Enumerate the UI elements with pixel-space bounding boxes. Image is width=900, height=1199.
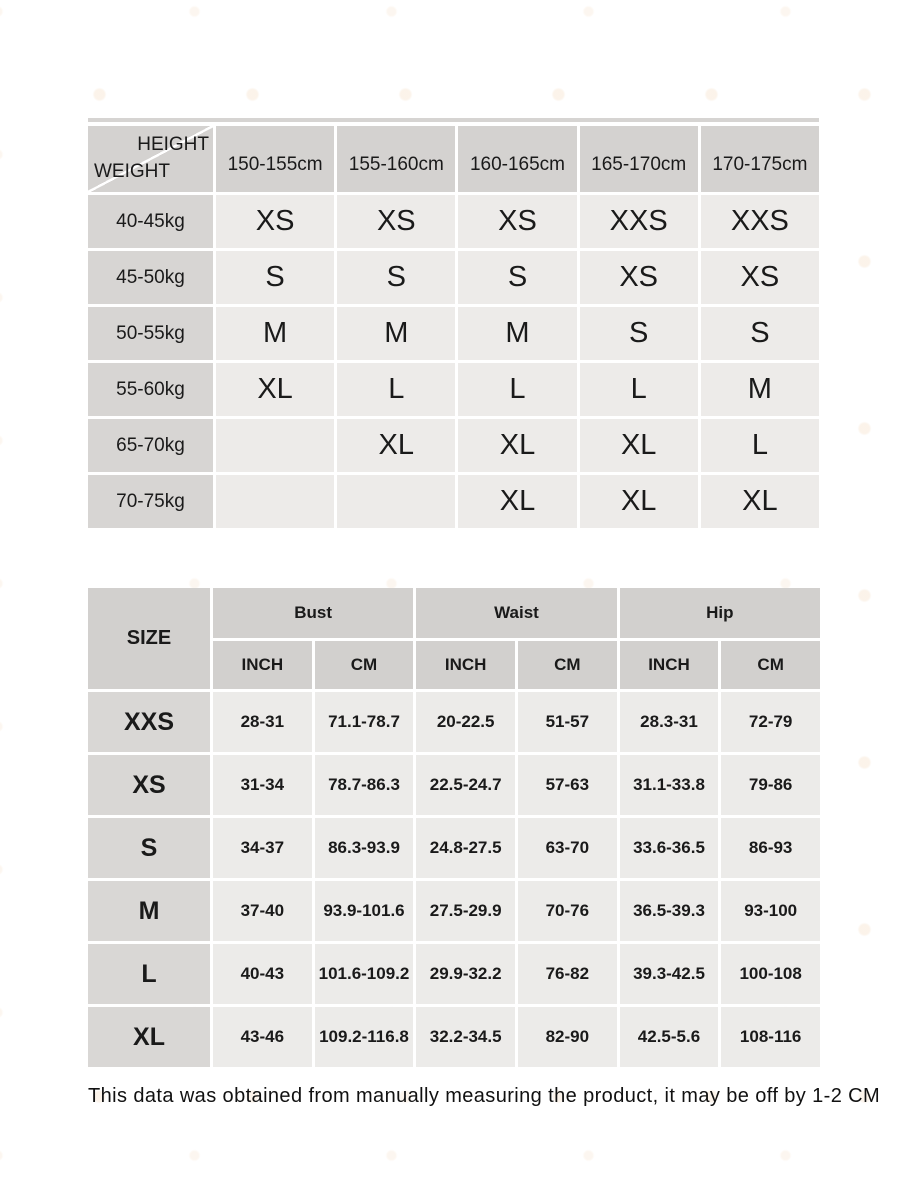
measurement-cell: 20-22.5 [416, 692, 515, 752]
measurement-cell: 82-90 [518, 1007, 617, 1067]
measurement-cell: 63-70 [518, 818, 617, 878]
size-header-cell: SIZE [88, 588, 210, 689]
size-cell: XS [580, 251, 698, 304]
size-cell-empty [216, 419, 334, 472]
measurement-cell: 29.9-32.2 [416, 944, 515, 1004]
weight-row-header: 70-75kg [88, 475, 213, 528]
measurement-cell: 76-82 [518, 944, 617, 1004]
size-row-label: L [88, 944, 210, 1004]
measurement-cell: 22.5-24.7 [416, 755, 515, 815]
weight-row-header: 45-50kg [88, 251, 213, 304]
measurement-cell: 27.5-29.9 [416, 881, 515, 941]
unit-header: INCH [213, 641, 312, 689]
measurement-cell: 101.6-109.2 [315, 944, 414, 1004]
height-column-header: 170-175cm [701, 126, 819, 192]
height-weight-table [88, 126, 819, 528]
size-cell: L [337, 363, 455, 416]
measurement-cell: 39.3-42.5 [620, 944, 719, 1004]
size-cell: S [458, 251, 576, 304]
size-cell: L [701, 419, 819, 472]
measurement-cell: 24.8-27.5 [416, 818, 515, 878]
measurement-cell: 78.7-86.3 [315, 755, 414, 815]
measurement-cell: 86-93 [721, 818, 820, 878]
measurement-cell: 108-116 [721, 1007, 820, 1067]
measurement-cell: 93-100 [721, 881, 820, 941]
size-cell-empty [216, 475, 334, 528]
size-cell: S [701, 307, 819, 360]
height-column-header: 150-155cm [216, 126, 334, 192]
size-cell: S [216, 251, 334, 304]
height-column-header: 155-160cm [337, 126, 455, 192]
corner-weight-label: WEIGHT [94, 161, 170, 182]
hip-group-header: Hip [620, 588, 820, 638]
measurement-cell: 43-46 [213, 1007, 312, 1067]
measurement-cell: 51-57 [518, 692, 617, 752]
size-cell: L [458, 363, 576, 416]
unit-header: CM [721, 641, 820, 689]
unit-header: CM [518, 641, 617, 689]
size-cell: XL [701, 475, 819, 528]
height-column-header: 165-170cm [580, 126, 698, 192]
unit-header: INCH [620, 641, 719, 689]
measurement-cell: 70-76 [518, 881, 617, 941]
size-cell: XL [337, 419, 455, 472]
size-cell: XS [458, 195, 576, 248]
height-column-header: 160-165cm [458, 126, 576, 192]
bust-group-header: Bust [213, 588, 413, 638]
measurement-cell: 33.6-36.5 [620, 818, 719, 878]
waist-group-header: Waist [416, 588, 616, 638]
size-row-label: XL [88, 1007, 210, 1067]
measurement-disclaimer: This data was obtained from manually measuring the product, it may be off by 1-2 CM [88, 1085, 881, 1107]
measurement-cell: 42.5-5.6 [620, 1007, 719, 1067]
size-cell: S [337, 251, 455, 304]
measurement-cell: 31.1-33.8 [620, 755, 719, 815]
size-row-label: S [88, 818, 210, 878]
size-cell: XL [216, 363, 334, 416]
measurement-cell: 86.3-93.9 [315, 818, 414, 878]
measurement-cell: 100-108 [721, 944, 820, 1004]
unit-header: CM [315, 641, 414, 689]
weight-row-header: 40-45kg [88, 195, 213, 248]
height-weight-corner-cell [88, 126, 213, 192]
weight-row-header: 50-55kg [88, 307, 213, 360]
measurement-cell: 34-37 [213, 818, 312, 878]
unit-header: INCH [416, 641, 515, 689]
size-cell: M [337, 307, 455, 360]
measurement-cell: 32.2-34.5 [416, 1007, 515, 1067]
size-cell: XL [580, 475, 698, 528]
size-cell: XS [337, 195, 455, 248]
size-cell: M [701, 363, 819, 416]
size-cell: XL [458, 419, 576, 472]
corner-height-label: HEIGHT [137, 134, 209, 155]
size-cell: XS [701, 251, 819, 304]
size-cell: XL [458, 475, 576, 528]
measurement-cell: 72-79 [721, 692, 820, 752]
table-top-border [88, 118, 819, 122]
measurement-cell: 37-40 [213, 881, 312, 941]
size-row-label: M [88, 881, 210, 941]
size-row-label: XS [88, 755, 210, 815]
size-cell: M [458, 307, 576, 360]
measurement-cell: 36.5-39.3 [620, 881, 719, 941]
measurement-cell: 57-63 [518, 755, 617, 815]
size-row-label: XXS [88, 692, 210, 752]
measurement-cell: 79-86 [721, 755, 820, 815]
measurement-cell: 31-34 [213, 755, 312, 815]
size-cell: XXS [580, 195, 698, 248]
measurement-cell: 28-31 [213, 692, 312, 752]
weight-row-header: 55-60kg [88, 363, 213, 416]
measurement-cell: 40-43 [213, 944, 312, 1004]
measurement-cell: 109.2-116.8 [315, 1007, 414, 1067]
size-cell: M [216, 307, 334, 360]
size-cell: XXS [701, 195, 819, 248]
size-cell: XS [216, 195, 334, 248]
measurement-cell: 93.9-101.6 [315, 881, 414, 941]
size-cell-empty [337, 475, 455, 528]
size-cell: S [580, 307, 698, 360]
weight-row-header: 65-70kg [88, 419, 213, 472]
measurement-cell: 28.3-31 [620, 692, 719, 752]
measurement-cell: 71.1-78.7 [315, 692, 414, 752]
size-cell: XL [580, 419, 698, 472]
size-cell: L [580, 363, 698, 416]
measurements-table [88, 588, 820, 1067]
